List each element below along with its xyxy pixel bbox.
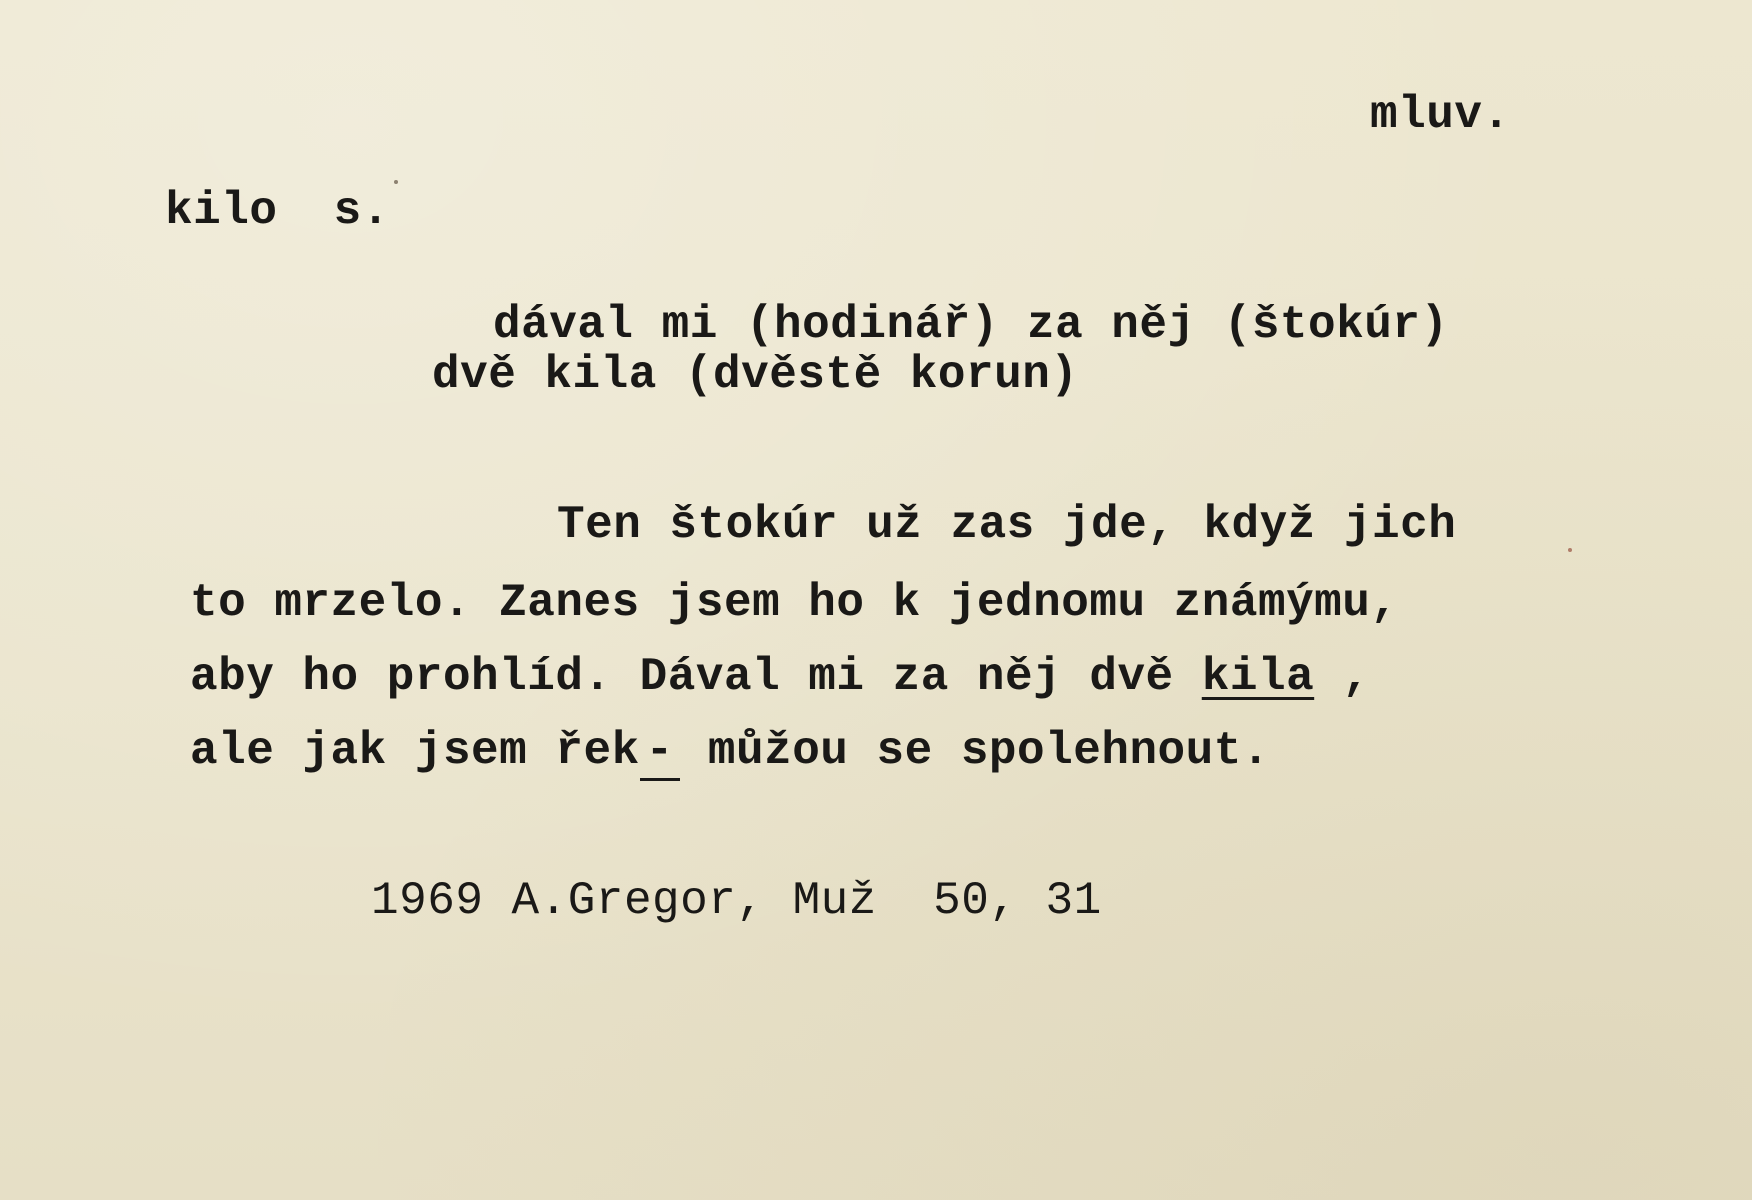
omission-dash: -	[640, 728, 680, 781]
quote-line-4	[190, 725, 1270, 781]
quote-line-1: Ten štokúr už zas jde, když jich	[557, 499, 1457, 551]
gloss-line-2: dvě kila (dvěstě korun)	[432, 349, 1079, 401]
quote-line-4-start: ale jak jsem řek	[190, 725, 640, 777]
quote-line-2: to mrzelo. Zanes jsem ho k jednomu známýmu,	[190, 577, 1399, 629]
underlined-headword-form: kila	[1201, 651, 1315, 703]
gloss-line-1: dával mi (hodinář) za něj (štokúr)	[493, 299, 1449, 351]
quote-line-3-end: ,	[1314, 651, 1371, 703]
quote-line-3	[190, 651, 1371, 703]
usage-label: mluv.	[1370, 89, 1511, 141]
quote-line-3-start: aby ho prohlíd. Dával mi za něj dvě	[190, 651, 1202, 703]
quote-line-4-end: můžou se spolehnout.	[679, 725, 1270, 777]
ink-speck	[394, 180, 398, 184]
headword: kilo s.	[165, 185, 390, 237]
source-citation: 1969 A.Gregor, Muž 50, 31	[371, 875, 1102, 927]
ink-speck	[1568, 548, 1572, 552]
